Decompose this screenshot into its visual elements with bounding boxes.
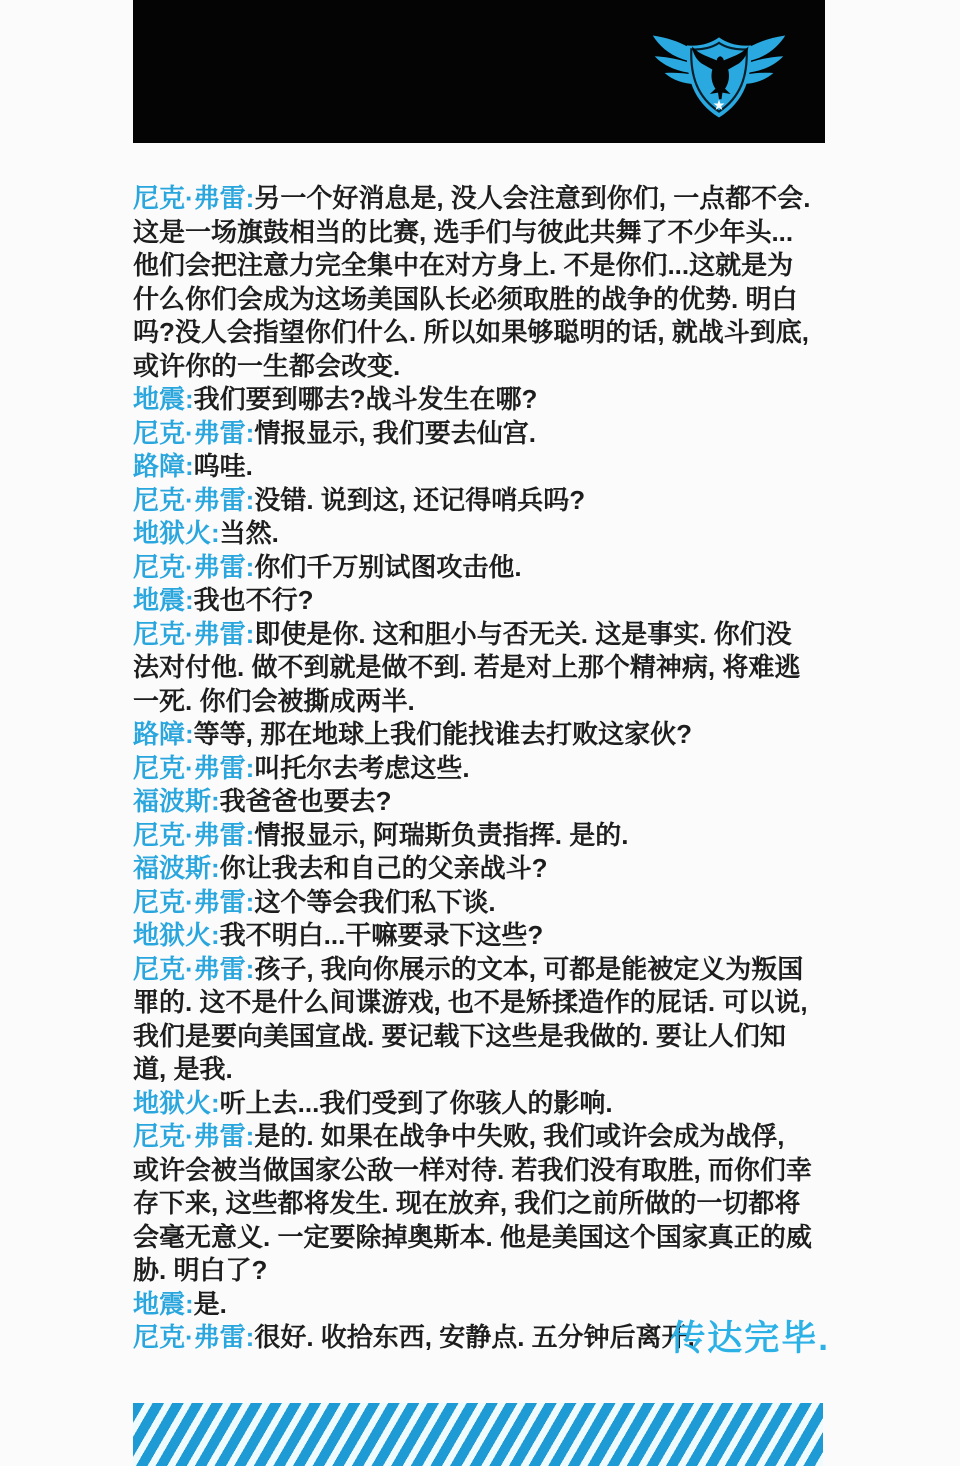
dialogue-line bbox=[133, 819, 817, 853]
dialogue-text: 等等, 那在地球上我们能找谁去打败这家伙? bbox=[193, 719, 693, 749]
speaker-name: 尼克·弗雷: bbox=[133, 953, 255, 984]
dialogue-line bbox=[133, 752, 817, 786]
speaker-name: 尼克·弗雷: bbox=[133, 551, 255, 582]
dialogue-text: 听上去...我们受到了你骇人的影响. bbox=[219, 1087, 613, 1118]
speaker-name: 地狱火: bbox=[133, 518, 220, 548]
dialogue-line bbox=[133, 886, 817, 920]
dialogue-text: 呜哇. bbox=[193, 451, 253, 481]
dialogue-text: 这个等会我们私下谈. bbox=[254, 886, 496, 917]
speaker-name: 福波斯: bbox=[133, 853, 220, 883]
speaker-name: 福波斯: bbox=[133, 786, 220, 816]
dialogue-line bbox=[133, 618, 817, 719]
speaker-name: 地震: bbox=[133, 585, 194, 615]
speaker-name: 尼克·弗雷: bbox=[133, 1121, 255, 1151]
dialogue-line bbox=[133, 785, 817, 819]
dialogue-line bbox=[133, 584, 817, 618]
dialogue-text: 即使是你. 这和胆小与否无关. 这是事实. 你们没法对付他. 做不到就是做不到. 若是对上那个精神病, 将难逃一死. 你们会被撕成两半. bbox=[133, 618, 801, 716]
speaker-name: 路障: bbox=[133, 451, 194, 481]
dialogue-line bbox=[133, 517, 817, 551]
dialogue-text: 情报显示, 阿瑞斯负责指挥. 是的. bbox=[254, 819, 629, 850]
speaker-name: 路障: bbox=[133, 719, 194, 749]
speaker-name: 尼克·弗雷: bbox=[133, 886, 255, 917]
speaker-name: 地狱火: bbox=[133, 1087, 220, 1118]
speaker-name: 地震: bbox=[133, 384, 194, 414]
dialogue-text: 你让我去和自己的父亲战斗? bbox=[219, 853, 548, 883]
dialogue-text: 叫托尔去考虑这些. bbox=[254, 752, 470, 783]
dialogue-text: 情报显示, 我们要去仙宫. bbox=[254, 417, 536, 448]
speaker-name: 尼克·弗雷: bbox=[133, 819, 255, 850]
diagonal-stripes-band bbox=[133, 1403, 823, 1466]
dialogue-text: 是的. 如果在战争中失败, 我们或许会成为战俘, 或许会被当做国家公敌一样对待. 若我们没有取胜, 而你们幸存下来, 这些都将发生. 现在放弃, 我们之前所做的一切都将会毫无意义. 一定要除掉奥斯本. 他是美国这个国家真正的威胁. 明白了? bbox=[133, 1121, 812, 1285]
dialogue-transcript bbox=[133, 182, 817, 1355]
speaker-name: 尼克·弗雷: bbox=[133, 183, 255, 213]
dialogue-line bbox=[133, 919, 817, 953]
dialogue-line bbox=[133, 417, 817, 451]
speaker-name: 尼克·弗雷: bbox=[133, 752, 255, 783]
dialogue-text: 没错. 说到这, 还记得哨兵吗? bbox=[254, 484, 586, 515]
speaker-name: 尼克·弗雷: bbox=[133, 484, 255, 515]
dialogue-text: 是. bbox=[193, 1288, 227, 1319]
dialogue-text: 很好. 收拾东西, 安静点. 五分钟后离开. bbox=[254, 1322, 695, 1352]
dialogue-text: 当然. bbox=[219, 518, 279, 548]
dialogue-line bbox=[133, 182, 817, 383]
dialogue-line bbox=[133, 1087, 817, 1121]
dialogue-line bbox=[133, 852, 817, 886]
dialogue-line bbox=[133, 383, 817, 417]
dialogue-text: 我们要到哪去?战斗发生在哪? bbox=[193, 384, 538, 414]
dialogue-line bbox=[133, 450, 817, 484]
dialogue-text: 我爸爸也要去? bbox=[219, 786, 392, 816]
speaker-name: 尼克·弗雷: bbox=[133, 618, 255, 649]
dialogue-line bbox=[133, 551, 817, 585]
dialogue-text: 我也不行? bbox=[193, 585, 314, 615]
speaker-name: 尼克·弗雷: bbox=[133, 417, 255, 448]
dialogue-line bbox=[133, 718, 817, 752]
speaker-name: 尼克·弗雷: bbox=[133, 1322, 255, 1352]
dialogue-line bbox=[133, 484, 817, 518]
header-bar bbox=[133, 0, 825, 143]
transmission-complete-label: 传达完毕. bbox=[670, 1319, 830, 1358]
speaker-name: 地震: bbox=[133, 1288, 194, 1319]
dialogue-text: 孩子, 我向你展示的文本, 可都是能被定义为叛国罪的. 这不是什么间谍游戏, 也不是矫揉造作的屁话. 可以说, 我们是要向美国宣战. 要记载下这些是我做的. 要让人们知道, 是我. bbox=[133, 953, 808, 1084]
dialogue-text: 你们千万别试图攻击他. bbox=[254, 551, 522, 582]
dialogue-text: 我不明白...干嘛要录下这些? bbox=[219, 920, 544, 950]
dialogue-line bbox=[133, 1120, 817, 1288]
dialogue-line bbox=[133, 953, 817, 1087]
dialogue-text: 另一个好消息是, 没人会注意到你们, 一点都不会. 这是一场旗鼓相当的比赛, 选手们与彼此共舞了不少年头...他们会把注意力完全集中在对方身上. 不是你们...这就是为什么你们会成为这场美国队长必须取胜的战争的优势. 明白吗?没人会指望你们什么. 所以如果够聪明的话, 就战斗到底, 或许你的一生都会改变. bbox=[133, 183, 811, 381]
winged-eagle-shield-icon bbox=[635, 22, 803, 124]
speaker-name: 地狱火: bbox=[133, 920, 220, 950]
